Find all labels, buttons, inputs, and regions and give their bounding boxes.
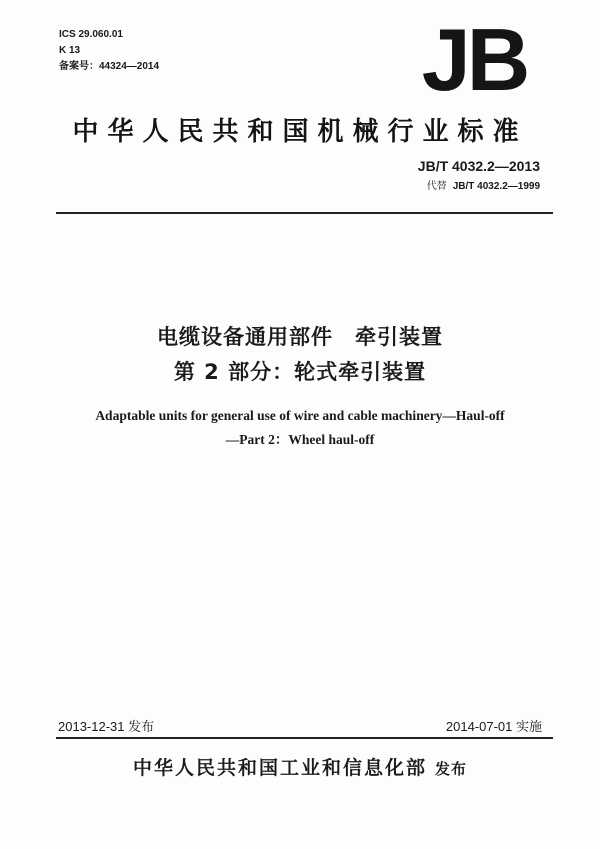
publisher-name: 中华人民共和国工业和信息化部 bbox=[132, 757, 427, 779]
standard-number: JB/T 4032.2—2013 bbox=[417, 158, 540, 174]
ics-code: ICS 29.060.01 bbox=[59, 29, 123, 40]
title-en-line2: —Part 2：Wheel haul-off bbox=[225, 432, 375, 447]
jb-logo-text: JB bbox=[421, 20, 527, 100]
issue-date: 2013-12-31 发布 bbox=[58, 719, 155, 734]
title-en-line1: Adaptable units for general use of wire and cable machinery—Haul-off bbox=[95, 408, 505, 423]
title-cn-line1 bbox=[0, 321, 600, 351]
title-cn-part-a: 电缆设备通用部件 bbox=[157, 325, 333, 349]
replaces-label: 代替 bbox=[426, 181, 447, 192]
publisher bbox=[0, 753, 600, 780]
replaces-standard bbox=[427, 177, 540, 192]
filing-value: 44324—2014 bbox=[99, 61, 160, 72]
replaces-number: JB/T 4032.2—1999 bbox=[452, 181, 540, 192]
filing-label: 备案号： bbox=[59, 61, 99, 72]
page-title: 中华人民共和国机械行业标准 bbox=[72, 117, 528, 147]
footer-divider bbox=[56, 737, 553, 739]
implementation-date: 2014-07-01 实施 bbox=[445, 719, 542, 734]
publisher-action: 发布 bbox=[435, 760, 468, 778]
category-code: K 13 bbox=[59, 45, 81, 56]
title-cn-line2: 第 2 部分：轮式牵引装置 bbox=[173, 360, 427, 384]
filing-number bbox=[59, 60, 159, 74]
title-cn-part-b: 牵引装置 bbox=[355, 325, 443, 349]
header-divider bbox=[56, 212, 553, 214]
jb-logo bbox=[413, 20, 535, 100]
